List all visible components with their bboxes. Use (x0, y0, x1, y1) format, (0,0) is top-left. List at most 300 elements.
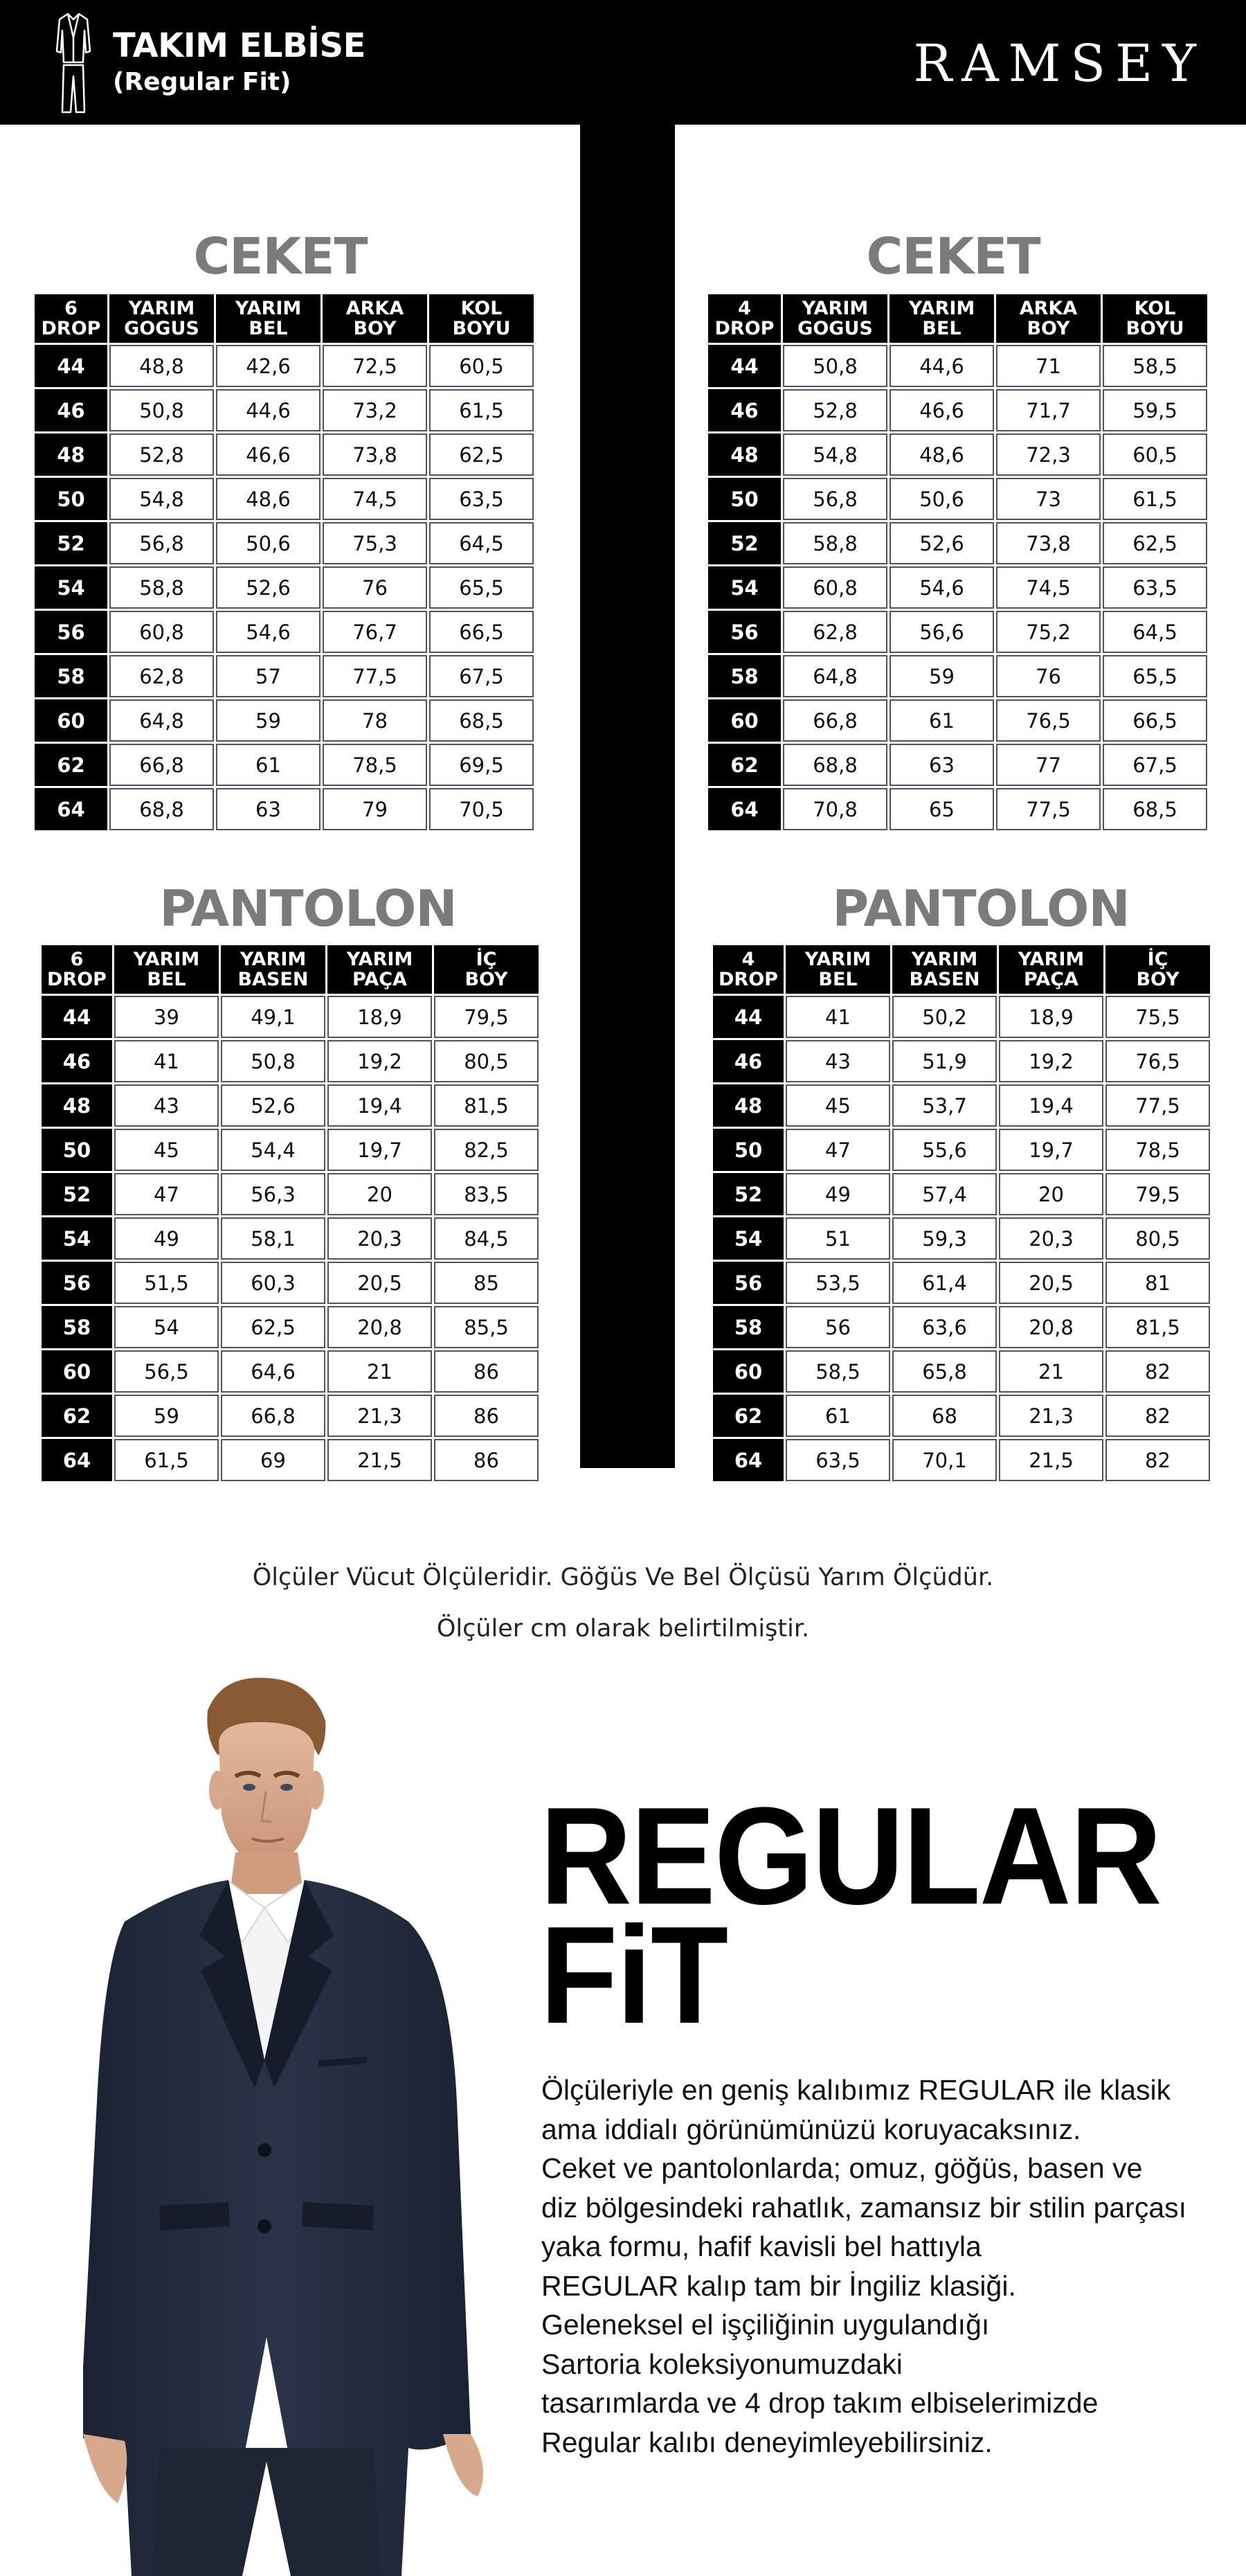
table-row (708, 744, 1207, 786)
measurement-cell: 66,8 (783, 699, 887, 742)
measurement-cell: 75,2 (996, 611, 1101, 653)
measurement-note: Ölçüler Vücut Ölçüleridir. Göğüs Ve Bel Ölçüsü Yarım Ölçüdür. (252, 1564, 994, 1591)
measurement-cell: 63,5 (1103, 566, 1207, 609)
table-row (42, 1262, 539, 1304)
measurement-cell: 58,8 (109, 566, 214, 609)
column-header (1105, 945, 1210, 994)
section-title-ceket-4: CEKET (866, 227, 1040, 285)
measurement-cell: 72,3 (996, 433, 1101, 476)
measurement-cell: 45 (786, 1084, 890, 1127)
column-header-text: YARIM (804, 949, 872, 970)
measurement-cell: 69,5 (429, 744, 534, 786)
measurement-cell: 77 (996, 744, 1101, 786)
measurement-cell: 79,5 (1105, 1173, 1210, 1215)
measurement-cell: 79,5 (434, 996, 539, 1038)
column-header-text: YARIM (802, 298, 869, 319)
measurement-cell: 60,3 (221, 1262, 325, 1304)
measurement-cell: 21 (999, 1350, 1103, 1393)
column-header-text: DROP (714, 318, 775, 339)
table-row (708, 611, 1207, 653)
table-row (708, 389, 1207, 431)
measurement-cell: 21 (327, 1350, 432, 1393)
column-header-text: YARIM (346, 949, 413, 970)
measurement-cell: 63,5 (429, 478, 534, 520)
measurement-cell: 59 (114, 1395, 219, 1437)
table-header-row (708, 294, 1207, 343)
measurement-cell: 59 (216, 699, 320, 742)
measurement-cell: 56,8 (109, 522, 214, 564)
fit-description-line: ama iddialı görünümünüzü koruyacaksınız. (541, 2113, 1081, 2145)
table-row (42, 1040, 539, 1082)
measurement-cell: 50,6 (890, 478, 994, 520)
measurement-cell: 65,8 (892, 1350, 997, 1393)
column-header-text: GOGUS (797, 318, 873, 339)
brand-logo: RAMSEY (913, 34, 1206, 93)
measurement-cell: 56,8 (783, 478, 887, 520)
column-header (109, 294, 214, 343)
measurement-cell: 54,8 (109, 478, 214, 520)
measurement-cell: 64,5 (429, 522, 534, 564)
size-cell: 58 (708, 655, 781, 697)
table-row (35, 699, 534, 742)
column-header (114, 945, 219, 994)
measurement-cell: 66,5 (429, 611, 534, 653)
measurement-cell: 52,6 (216, 566, 320, 609)
measurement-cell: 59,5 (1103, 389, 1207, 431)
measurement-cell: 85 (434, 1262, 539, 1304)
column-header (713, 945, 784, 994)
column-header (35, 294, 107, 343)
measurement-cell: 74,5 (323, 478, 427, 520)
table-row (713, 1040, 1210, 1082)
measurement-cell: 70,5 (429, 788, 534, 830)
size-cell: 50 (713, 1129, 784, 1171)
measurement-cell: 78,5 (1105, 1129, 1210, 1171)
measurement-cell: 42,6 (216, 345, 320, 387)
measurement-cell: 68,8 (783, 744, 887, 786)
measurement-cell: 62,8 (109, 655, 214, 697)
table-header-row (713, 945, 1210, 994)
size-cell: 52 (35, 522, 107, 564)
measurement-cell: 56 (786, 1306, 890, 1348)
column-header-text: YARIM (133, 949, 200, 970)
measurement-cell: 51 (786, 1217, 890, 1260)
measurement-cell: 79 (323, 788, 427, 830)
column-header-text: DROP (41, 318, 101, 339)
table-row (708, 655, 1207, 697)
table-row (708, 433, 1207, 476)
measurement-cell: 20,8 (999, 1306, 1103, 1348)
column-header-text: BOY (1027, 318, 1070, 339)
measurement-cell: 57 (216, 655, 320, 697)
size-cell: 48 (42, 1084, 112, 1127)
size-cell: 62 (42, 1395, 112, 1437)
measurement-cell: 20,3 (327, 1217, 432, 1260)
size-cell: 56 (35, 611, 107, 653)
measurement-cell: 65,5 (1103, 655, 1207, 697)
measurement-cell: 63,5 (786, 1439, 890, 1481)
table-row (42, 1306, 539, 1348)
column-header-text: YARIM (235, 298, 302, 319)
size-cell: 46 (713, 1040, 784, 1082)
table-row (713, 1262, 1210, 1304)
measurement-cell: 78,5 (323, 744, 427, 786)
table-row (35, 478, 534, 520)
size-cell: 64 (713, 1439, 784, 1481)
measurement-cell: 39 (114, 996, 219, 1038)
column-header (327, 945, 432, 994)
size-cell: 46 (42, 1040, 112, 1082)
table-row (713, 1217, 1210, 1260)
measurement-cell: 46,6 (216, 433, 320, 476)
measurement-cell: 81,5 (1105, 1306, 1210, 1348)
size-cell: 60 (708, 699, 781, 742)
column-header-text: YARIM (1018, 949, 1085, 970)
column-header-text: KOL (460, 298, 503, 319)
measurement-cell: 19,2 (327, 1040, 432, 1082)
measurement-cell: 46,6 (890, 389, 994, 431)
size-table-pantolon-6 (39, 943, 541, 1483)
measurement-cell: 58,8 (783, 522, 887, 564)
column-header-text: 4 (738, 298, 751, 319)
measurement-cell: 48,6 (216, 478, 320, 520)
measurement-cell: 62,5 (429, 433, 534, 476)
column-header (429, 294, 534, 343)
measurement-cell: 81 (1105, 1262, 1210, 1304)
measurement-cell: 20,3 (999, 1217, 1103, 1260)
table-row (708, 699, 1207, 742)
column-header-text: BASEN (237, 969, 309, 990)
size-cell: 62 (713, 1395, 784, 1437)
measurement-cell: 76 (323, 566, 427, 609)
measurement-cell: 64,5 (1103, 611, 1207, 653)
table-row (35, 522, 534, 564)
measurement-cell: 19,7 (327, 1129, 432, 1171)
size-cell: 58 (35, 655, 107, 697)
measurement-cell: 84,5 (434, 1217, 539, 1260)
column-header-text: BOYU (1126, 318, 1184, 339)
measurement-cell: 21,3 (999, 1395, 1103, 1437)
column-header-text: İÇ (1147, 949, 1168, 970)
fit-description-line: tasarımlarda ve 4 drop takım elbiselerimizde (541, 2387, 1099, 2419)
measurement-cell: 73 (996, 478, 1101, 520)
size-cell: 50 (35, 478, 107, 520)
table-row (35, 655, 534, 697)
measurement-cell: 20,5 (327, 1262, 432, 1304)
measurement-cell: 66,8 (109, 744, 214, 786)
measurement-cell: 59 (890, 655, 994, 697)
column-header-text: YARIM (911, 949, 978, 970)
column-header-text: BEL (147, 969, 186, 990)
measurement-cell: 76,5 (996, 699, 1101, 742)
size-cell: 64 (708, 788, 781, 830)
measurement-cell: 56,5 (114, 1350, 219, 1393)
measurement-cell: 62,5 (1103, 522, 1207, 564)
measurement-cell: 70,8 (783, 788, 887, 830)
measurement-cell: 56,6 (890, 611, 994, 653)
measurement-cell: 52,6 (890, 522, 994, 564)
measurement-cell: 60,8 (109, 611, 214, 653)
table-row (708, 522, 1207, 564)
measurement-cell: 21,5 (999, 1439, 1103, 1481)
measurement-cell: 21,3 (327, 1395, 432, 1437)
measurement-cell: 50,8 (221, 1040, 325, 1082)
column-header-text: ARKA (1019, 298, 1078, 319)
measurement-cell: 76 (996, 655, 1101, 697)
header-title: TAKIM ELBİSE (113, 26, 365, 65)
column-header-text: 6 (64, 298, 78, 319)
table-row (708, 566, 1207, 609)
size-cell: 48 (35, 433, 107, 476)
measurement-cell: 61 (786, 1395, 890, 1437)
measurement-cell: 64,8 (783, 655, 887, 697)
section-title-ceket-6: CEKET (193, 227, 368, 285)
fit-description-line: diz bölgesindeki rahatlık, zamansız bir stilin parçası (541, 2191, 1187, 2224)
fit-description-line: Ölçüleriyle en geniş kalıbımız REGULAR ile klasik (541, 2074, 1171, 2106)
fit-description-line: Sartoria koleksiyonumuzdaki (541, 2347, 903, 2380)
column-header-text: İÇ (476, 949, 497, 970)
measurement-cell: 71,7 (996, 389, 1101, 431)
table-row (713, 1395, 1210, 1437)
table-row (713, 1439, 1210, 1481)
measurement-cell: 70,1 (892, 1439, 997, 1481)
measurement-cell: 41 (786, 996, 890, 1038)
size-table-pantolon-4 (711, 943, 1212, 1483)
size-cell: 46 (708, 389, 781, 431)
column-header-text: 4 (741, 949, 755, 970)
column-header-text: BEL (249, 318, 288, 339)
column-header-text: YARIM (908, 298, 975, 319)
measurement-cell: 41 (114, 1040, 219, 1082)
measurement-cell: 50,8 (109, 389, 214, 431)
measurement-cell: 48,6 (890, 433, 994, 476)
measurement-cell: 54,4 (221, 1129, 325, 1171)
column-header-text: BEL (922, 318, 961, 339)
measurement-cell: 75,5 (1105, 996, 1210, 1038)
size-cell: 60 (42, 1350, 112, 1393)
size-cell: 52 (708, 522, 781, 564)
measurement-cell: 85,5 (434, 1306, 539, 1348)
fit-description-line: Geleneksel el işçiliğinin uygulandığı (541, 2309, 990, 2341)
column-header (786, 945, 890, 994)
measurement-cell: 53,5 (786, 1262, 890, 1304)
measurement-cell: 56,3 (221, 1173, 325, 1215)
measurement-cell: 86 (434, 1439, 539, 1481)
measurement-cell: 77,5 (1105, 1084, 1210, 1127)
fit-description-line: REGULAR kalıp tam bir İngiliz klasiği. (541, 2269, 1016, 2302)
table-row (35, 611, 534, 653)
measurement-cell: 20,8 (327, 1306, 432, 1348)
table-row (42, 1439, 539, 1481)
measurement-cell: 54,6 (890, 566, 994, 609)
table-row (42, 1173, 539, 1215)
measurement-cell: 61 (890, 699, 994, 742)
measurement-cell: 80,5 (434, 1040, 539, 1082)
table-header-row (42, 945, 539, 994)
measurement-cell: 82,5 (434, 1129, 539, 1171)
column-header (892, 945, 997, 994)
size-cell: 60 (35, 699, 107, 742)
measurement-cell: 63,6 (892, 1306, 997, 1348)
measurement-cell: 63 (216, 788, 320, 830)
measurement-cell: 71 (996, 345, 1101, 387)
measurement-cell: 68,8 (109, 788, 214, 830)
fit-description-line: yaka formu, hafif kavisli bel hattıyla (541, 2230, 982, 2262)
size-cell: 62 (35, 744, 107, 786)
measurement-cell: 66,5 (1103, 699, 1207, 742)
section-title-pantolon-4: PANTOLON (832, 879, 1130, 938)
size-cell: 56 (42, 1262, 112, 1304)
measurement-cell: 67,5 (429, 655, 534, 697)
measurement-cell: 65,5 (429, 566, 534, 609)
measurement-cell: 67,5 (1103, 744, 1207, 786)
size-cell: 56 (713, 1262, 784, 1304)
measurement-cell: 66,8 (221, 1395, 325, 1437)
column-header-text: BOY (353, 318, 397, 339)
column-header (42, 945, 112, 994)
measurement-cell: 58,5 (786, 1350, 890, 1393)
size-cell: 44 (708, 345, 781, 387)
column-header-text: 6 (70, 949, 84, 970)
measurement-cell: 62,8 (783, 611, 887, 653)
column-header-text: ARKA (345, 298, 404, 319)
table-row (713, 1084, 1210, 1127)
table-row (42, 1350, 539, 1393)
column-header (999, 945, 1103, 994)
fit-description-line: Regular kalıbı deneyimleyebilirsiniz. (541, 2426, 993, 2458)
measurement-cell: 61 (216, 744, 320, 786)
size-cell: 62 (708, 744, 781, 786)
table-row (35, 389, 534, 431)
table-row (713, 1350, 1210, 1393)
column-header (1103, 294, 1207, 343)
measurement-cell: 20 (327, 1173, 432, 1215)
measurement-cell: 61,5 (429, 389, 534, 431)
table-header-row (35, 294, 534, 343)
fit-title (540, 1779, 1161, 2052)
measurement-cell: 72,5 (323, 345, 427, 387)
table-row (708, 345, 1207, 387)
header-bar (0, 0, 1246, 125)
measurement-cell: 86 (434, 1395, 539, 1437)
measurement-cell: 77,5 (996, 788, 1101, 830)
measurement-cell: 68,5 (1103, 788, 1207, 830)
size-cell: 46 (35, 389, 107, 431)
column-header-text: BASEN (909, 969, 980, 990)
table-row (713, 996, 1210, 1038)
size-cell: 58 (42, 1306, 112, 1348)
size-table-ceket-6 (33, 292, 536, 832)
measurement-cell: 54,6 (216, 611, 320, 653)
size-cell: 50 (708, 478, 781, 520)
measurement-cell: 43 (114, 1084, 219, 1127)
size-cell: 54 (42, 1217, 112, 1260)
measurement-cell: 19,7 (999, 1129, 1103, 1171)
measurement-cell: 74,5 (996, 566, 1101, 609)
unit-note: Ölçüler cm olarak belirtilmiştir. (436, 1615, 810, 1643)
measurement-cell: 53,7 (892, 1084, 997, 1127)
table-row (35, 788, 534, 830)
vertical-divider (580, 125, 675, 1468)
measurement-cell: 21,5 (327, 1439, 432, 1481)
column-header (216, 294, 320, 343)
measurement-cell: 43 (786, 1040, 890, 1082)
measurement-cell: 19,2 (999, 1040, 1103, 1082)
column-header-text: GOGUS (124, 318, 199, 339)
column-header (708, 294, 781, 343)
measurement-cell: 81,5 (434, 1084, 539, 1127)
measurement-cell: 75,3 (323, 522, 427, 564)
measurement-cell: 59,3 (892, 1217, 997, 1260)
measurement-cell: 57,4 (892, 1173, 997, 1215)
measurement-cell: 68,5 (429, 699, 534, 742)
measurement-cell: 19,4 (327, 1084, 432, 1127)
column-header-text: YARIM (128, 298, 195, 319)
column-header-text: BOY (1136, 969, 1180, 990)
size-cell: 44 (42, 996, 112, 1038)
size-table-ceket-4 (706, 292, 1209, 832)
measurement-cell: 69 (221, 1439, 325, 1481)
table-row (713, 1129, 1210, 1171)
suit-icon (54, 10, 93, 115)
size-cell: 44 (35, 345, 107, 387)
fit-description (541, 2070, 1220, 2462)
measurement-cell: 61,4 (892, 1262, 997, 1304)
size-cell: 44 (713, 996, 784, 1038)
measurement-cell: 58,5 (1103, 345, 1207, 387)
size-cell: 48 (713, 1084, 784, 1127)
measurement-cell: 76,5 (1105, 1040, 1210, 1082)
measurement-cell: 82 (1105, 1439, 1210, 1481)
measurement-cell: 55,6 (892, 1129, 997, 1171)
measurement-cell: 47 (114, 1173, 219, 1215)
measurement-cell: 49 (786, 1173, 890, 1215)
fit-title-line-1: REGULAR (540, 1779, 1161, 1933)
table-row (708, 788, 1207, 830)
size-cell: 52 (713, 1173, 784, 1215)
measurement-cell: 45 (114, 1129, 219, 1171)
table-row (35, 566, 534, 609)
measurement-cell: 20 (999, 1173, 1103, 1215)
measurement-cell: 68 (892, 1395, 997, 1437)
column-header-text: PAÇA (1024, 969, 1078, 990)
column-header (783, 294, 887, 343)
table-row (713, 1306, 1210, 1348)
measurement-cell: 58,1 (221, 1217, 325, 1260)
measurement-cell: 18,9 (327, 996, 432, 1038)
measurement-cell: 49 (114, 1217, 219, 1260)
measurement-cell: 80,5 (1105, 1217, 1210, 1260)
size-cell: 48 (708, 433, 781, 476)
measurement-cell: 50,2 (892, 996, 997, 1038)
size-cell: 54 (708, 566, 781, 609)
measurement-cell: 50,6 (216, 522, 320, 564)
measurement-cell: 60,5 (1103, 433, 1207, 476)
table-row (42, 1217, 539, 1260)
measurement-cell: 52,6 (221, 1084, 325, 1127)
measurement-cell: 54,8 (783, 433, 887, 476)
column-header-text: PAÇA (352, 969, 407, 990)
measurement-cell: 51,9 (892, 1040, 997, 1082)
measurement-cell: 73,8 (996, 522, 1101, 564)
size-cell: 50 (42, 1129, 112, 1171)
column-header (434, 945, 539, 994)
measurement-cell: 83,5 (434, 1173, 539, 1215)
table-row (42, 1395, 539, 1437)
measurement-cell: 78 (323, 699, 427, 742)
column-header (996, 294, 1101, 343)
measurement-cell: 77,5 (323, 655, 427, 697)
